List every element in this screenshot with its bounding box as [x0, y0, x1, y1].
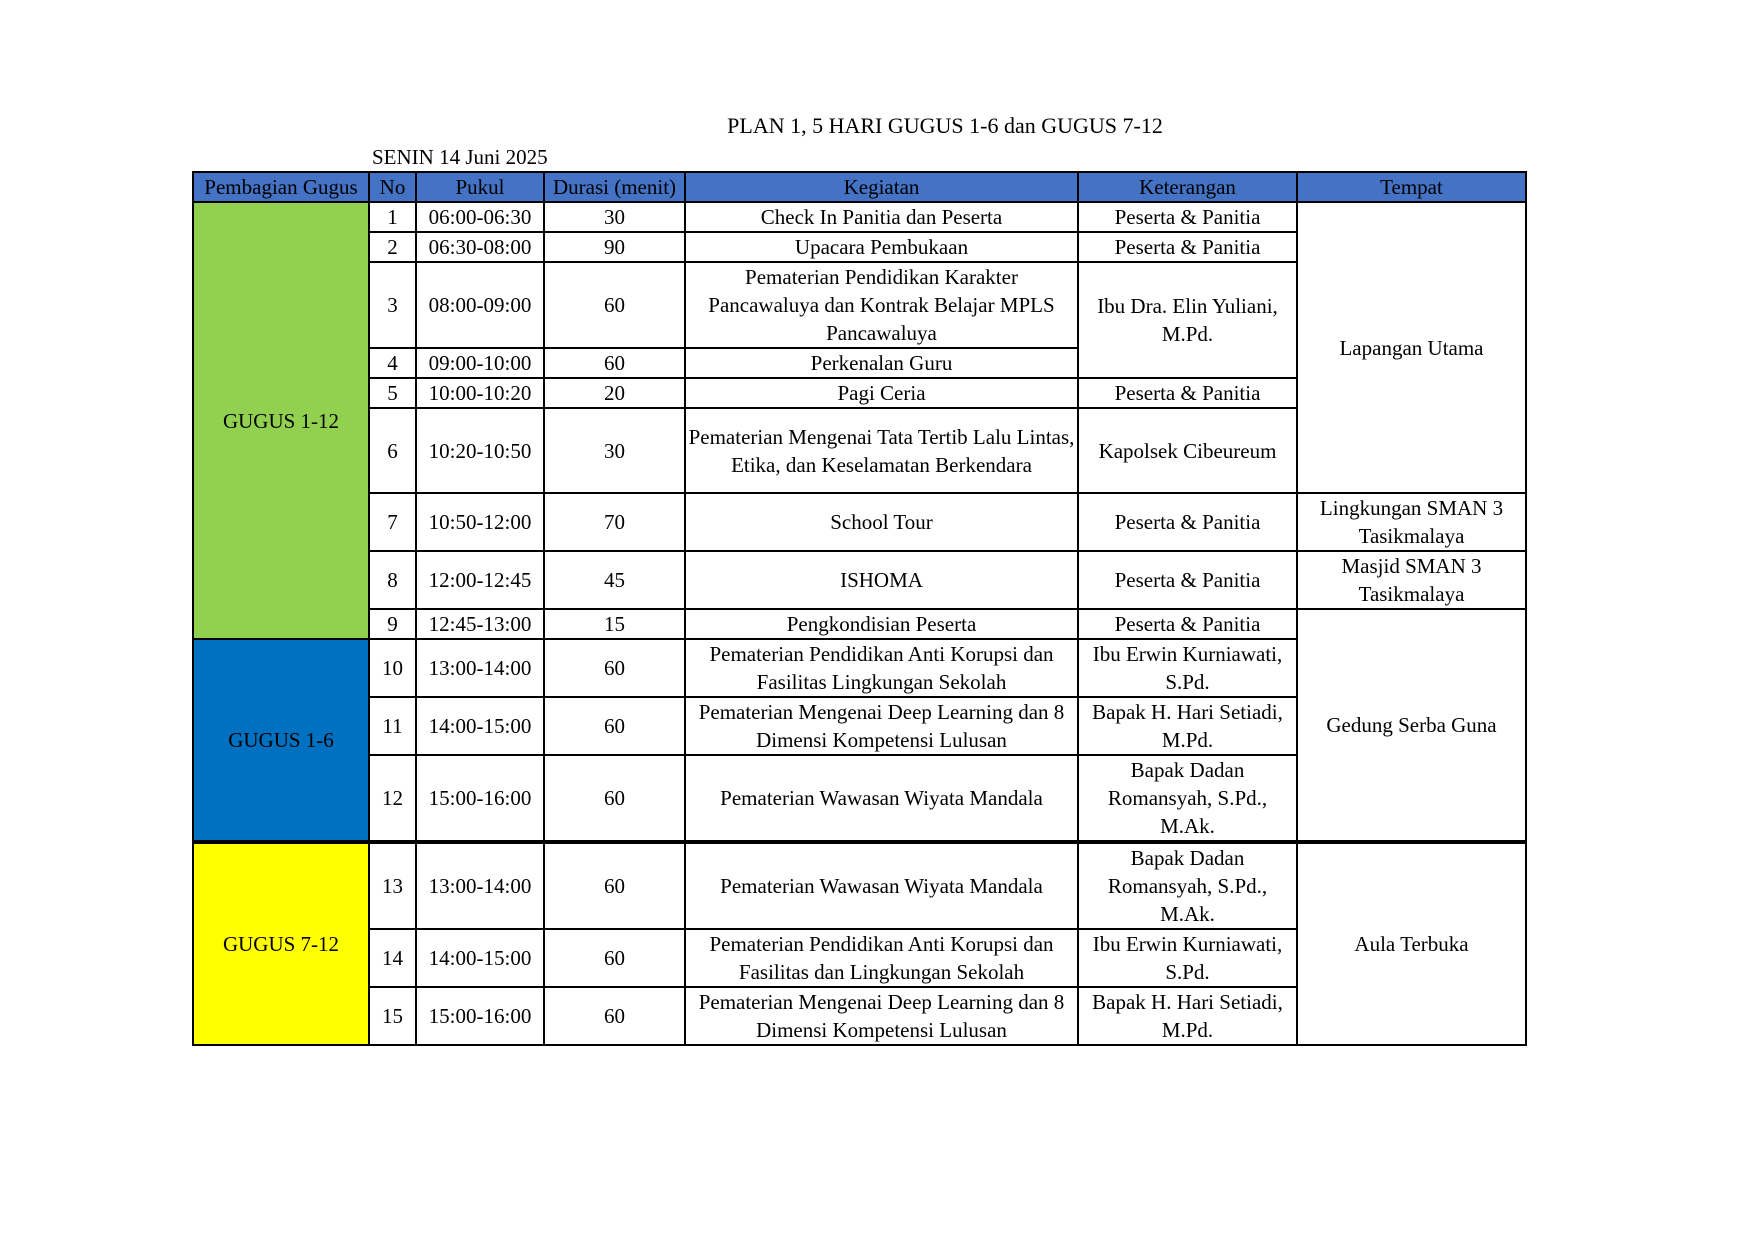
cell-no: 11: [369, 697, 416, 755]
cell-kegiatan: Pematerian Mengenai Deep Learning dan 8 Dimensi Kompetensi Lulusan: [685, 697, 1078, 755]
header-no: No: [369, 172, 416, 202]
cell-kegiatan: Pematerian Wawasan Wiyata Mandala: [685, 755, 1078, 842]
cell-keterangan: Peserta & Panitia: [1078, 202, 1297, 232]
cell-pukul: 14:00-15:00: [416, 929, 544, 987]
cell-durasi: 45: [544, 551, 685, 609]
cell-tempat-lapangan: Lapangan Utama: [1297, 202, 1526, 493]
cell-durasi: 60: [544, 348, 685, 378]
cell-no: 15: [369, 987, 416, 1045]
cell-durasi: 60: [544, 929, 685, 987]
cell-pukul: 14:00-15:00: [416, 697, 544, 755]
cell-kegiatan: ISHOMA: [685, 551, 1078, 609]
cell-durasi: 30: [544, 408, 685, 493]
cell-no: 6: [369, 408, 416, 493]
cell-tempat-gedung: Gedung Serba Guna: [1297, 609, 1526, 842]
cell-durasi: 60: [544, 987, 685, 1045]
group-gugus-1-6: GUGUS 1-6: [193, 639, 369, 842]
page-title: PLAN 1, 5 HARI GUGUS 1-6 dan GUGUS 7-12: [727, 113, 1163, 138]
cell-tempat: Masjid SMAN 3 Tasikmalaya: [1297, 551, 1526, 609]
cell-pukul: 15:00-16:00: [416, 987, 544, 1045]
cell-keterangan: Bapak Dadan Romansyah, S.Pd., M.Ak.: [1078, 842, 1297, 929]
table-row: [193, 493, 1526, 551]
cell-keterangan: Peserta & Panitia: [1078, 493, 1297, 551]
table-row: [193, 609, 1526, 639]
cell-keterangan: Kapolsek Cibeureum: [1078, 408, 1297, 493]
table-row: [193, 551, 1526, 609]
cell-no: 10: [369, 639, 416, 697]
cell-kegiatan: Upacara Pembukaan: [685, 232, 1078, 262]
schedule-table: [192, 171, 1527, 1046]
cell-no: 4: [369, 348, 416, 378]
cell-pukul: 13:00-14:00: [416, 639, 544, 697]
cell-no: 2: [369, 232, 416, 262]
cell-pukul: 10:00-10:20: [416, 378, 544, 408]
cell-kegiatan: Pengkondisian Peserta: [685, 609, 1078, 639]
cell-kegiatan: School Tour: [685, 493, 1078, 551]
schedule-date: SENIN 14 Juni 2025: [372, 145, 548, 169]
cell-durasi: 60: [544, 842, 685, 929]
cell-keterangan: Ibu Dra. Elin Yuliani, M.Pd.: [1078, 262, 1297, 378]
cell-keterangan: Bapak H. Hari Setiadi, M.Pd.: [1078, 987, 1297, 1045]
cell-kegiatan: Perkenalan Guru: [685, 348, 1078, 378]
header-row: [193, 172, 1526, 202]
cell-kegiatan: Pematerian Pendidikan Anti Korupsi dan Fasilitas dan Lingkungan Sekolah: [685, 929, 1078, 987]
cell-kegiatan: Pematerian Mengenai Tata Tertib Lalu Lintas, Etika, dan Keselamatan Berkendara: [685, 408, 1078, 493]
cell-keterangan: Ibu Erwin Kurniawati, S.Pd.: [1078, 929, 1297, 987]
cell-pukul: 12:00-12:45: [416, 551, 544, 609]
cell-no: 12: [369, 755, 416, 842]
cell-durasi: 20: [544, 378, 685, 408]
cell-keterangan: Peserta & Panitia: [1078, 609, 1297, 639]
cell-pukul: 09:00-10:00: [416, 348, 544, 378]
cell-no: 5: [369, 378, 416, 408]
cell-tempat: Lingkungan SMAN 3 Tasikmalaya: [1297, 493, 1526, 551]
cell-durasi: 60: [544, 639, 685, 697]
cell-durasi: 60: [544, 755, 685, 842]
cell-kegiatan: Pematerian Wawasan Wiyata Mandala: [685, 842, 1078, 929]
cell-kegiatan: Pematerian Pendidikan Anti Korupsi dan Fasilitas Lingkungan Sekolah: [685, 639, 1078, 697]
cell-durasi: 60: [544, 262, 685, 348]
cell-keterangan: Ibu Erwin Kurniawati, S.Pd.: [1078, 639, 1297, 697]
cell-pukul: 10:50-12:00: [416, 493, 544, 551]
cell-keterangan: Bapak Dadan Romansyah, S.Pd., M.Ak.: [1078, 755, 1297, 842]
header-tempat: Tempat: [1297, 172, 1526, 202]
header-kegiatan: Kegiatan: [685, 172, 1078, 202]
cell-no: 14: [369, 929, 416, 987]
cell-pukul: 10:20-10:50: [416, 408, 544, 493]
cell-keterangan: Peserta & Panitia: [1078, 551, 1297, 609]
cell-no: 8: [369, 551, 416, 609]
header-pukul: Pukul: [416, 172, 544, 202]
cell-keterangan: Bapak H. Hari Setiadi, M.Pd.: [1078, 697, 1297, 755]
cell-no: 9: [369, 609, 416, 639]
group-gugus-1-12: GUGUS 1-12: [193, 202, 369, 639]
cell-pukul: 13:00-14:00: [416, 842, 544, 929]
cell-pukul: 06:00-06:30: [416, 202, 544, 232]
group-gugus-7-12: GUGUS 7-12: [193, 842, 369, 1045]
table-row: [193, 842, 1526, 929]
cell-no: 1: [369, 202, 416, 232]
cell-durasi: 15: [544, 609, 685, 639]
cell-kegiatan: Pematerian Pendidikan Karakter Pancawaluya dan Kontrak Belajar MPLS Pancawaluya: [685, 262, 1078, 348]
header-keterangan: Keterangan: [1078, 172, 1297, 202]
cell-no: 7: [369, 493, 416, 551]
cell-kegiatan: Pematerian Mengenai Deep Learning dan 8 Dimensi Kompetensi Lulusan: [685, 987, 1078, 1045]
cell-pukul: 06:30-08:00: [416, 232, 544, 262]
cell-kegiatan: Pagi Ceria: [685, 378, 1078, 408]
cell-durasi: 70: [544, 493, 685, 551]
cell-keterangan: Peserta & Panitia: [1078, 232, 1297, 262]
cell-pukul: 08:00-09:00: [416, 262, 544, 348]
header-durasi: Durasi (menit): [544, 172, 685, 202]
table-row: [193, 202, 1526, 232]
cell-pukul: 12:45-13:00: [416, 609, 544, 639]
cell-tempat-aula: Aula Terbuka: [1297, 842, 1526, 1045]
cell-durasi: 90: [544, 232, 685, 262]
header-gugus: Pembagian Gugus: [193, 172, 369, 202]
cell-no: 3: [369, 262, 416, 348]
cell-kegiatan: Check In Panitia dan Peserta: [685, 202, 1078, 232]
cell-keterangan: Peserta & Panitia: [1078, 378, 1297, 408]
cell-durasi: 60: [544, 697, 685, 755]
cell-no: 13: [369, 842, 416, 929]
cell-pukul: 15:00-16:00: [416, 755, 544, 842]
cell-durasi: 30: [544, 202, 685, 232]
